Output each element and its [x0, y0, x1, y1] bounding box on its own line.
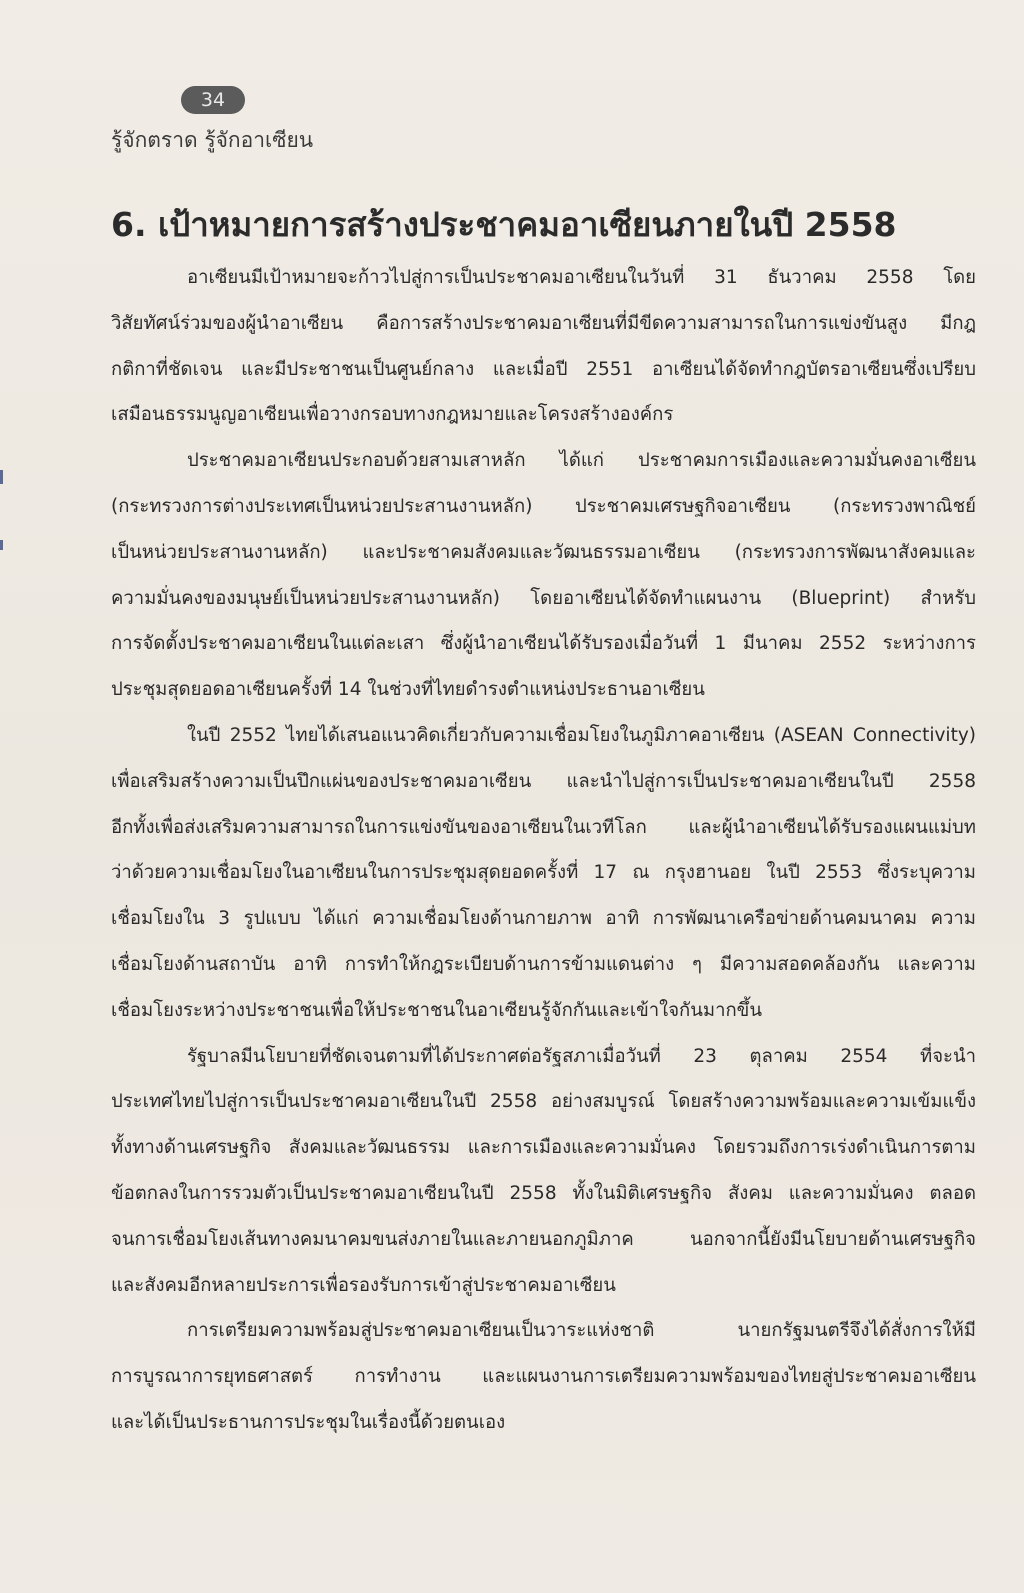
paragraph-line: (กระทรวงการต่างประเทศเป็นหน่วยประสานงานหลัก) ประชาคมเศรษฐกิจอาเซียน (กระทรวงพาณิชย์: [111, 495, 976, 517]
paragraph-line: ประเทศไทยไปสู่การเป็นประชาคมอาเซียนในปี 2558 อย่างสมบูรณ์ โดยสร้างความพร้อมและความเข้มแข็ง: [111, 1091, 976, 1113]
paragraph-line: การบูรณาการยุทธศาสตร์ การทำงาน และแผนงานการเตรียมความพร้อมของไทยสู่ประชาคมอาเซียน: [111, 1366, 976, 1388]
paragraph-line: วิสัยทัศน์ร่วมของผู้นำอาเซียน คือการสร้างประชาคมอาเซียนที่มีขีดความสามารถในการแข่งขันสูง มีกฎ: [111, 312, 976, 334]
paragraph-line: และสังคมอีกหลายประการเพื่อรองรับการเข้าสู่ประชาคมอาเซียน: [111, 1274, 616, 1296]
paragraph-line: การจัดตั้งประชาคมอาเซียนในแต่ละเสา ซึ่งผู้นำอาเซียนได้รับรองเมื่อวันที่ 1 มีนาคม 2552 ระหว่างการ: [111, 633, 976, 655]
running-header: รู้จักตราด รู้จักอาเซียน: [111, 128, 314, 152]
paragraph-line: เพื่อเสริมสร้างความเป็นปึกแผ่นของประชาคมอาเซียน และนำไปสู่การเป็นประชาคมอาเซียนในปี 2558: [111, 770, 976, 792]
paragraph-line: ประชุมสุดยอดอาเซียนครั้งที่ 14 ในช่วงที่ไทยดำรงตำแหน่งประธานอาเซียน: [111, 679, 705, 701]
paragraph-line: เชื่อมโยงระหว่างประชาชนเพื่อให้ประชาชนในอาเซียนรู้จักกันและเข้าใจกันมากขึ้น: [111, 999, 762, 1021]
paragraph-line: อาเซียนมีเป้าหมายจะก้าวไปสู่การเป็นประชาคมอาเซียนในวันที่ 31 ธันวาคม 2558 โดย: [187, 267, 976, 288]
paragraph-line: เสมือนธรรมนูญอาเซียนเพื่อวางกรอบทางกฎหมายและโครงสร้างองค์กร: [111, 404, 674, 426]
paragraph-line: ว่าด้วยความเชื่อมโยงในอาเซียนในการประชุมสุดยอดครั้งที่ 17 ณ กรุงฮานอย ในปี 2553 ซึ่งระบุความ: [111, 862, 976, 884]
paragraph-line: จนการเชื่อมโยงเส้นทางคมนาคมขนส่งภายในและภายนอกภูมิภาค นอกจากนี้ยังมีนโยบายด้านเศรษฐกิจ: [111, 1228, 976, 1250]
paragraph-line: รัฐบาลมีนโยบายที่ชัดเจนตามที่ได้ประกาศต่อรัฐสภาเมื่อวันที่ 23 ตุลาคม 2554 ที่จะนำ: [187, 1045, 976, 1067]
page-edge-mark: [0, 470, 3, 484]
page-edge-mark: [0, 540, 3, 550]
paragraph-line: กติกาที่ชัดเจน และมีประชาชนเป็นศูนย์กลาง และเมื่อปี 2551 อาเซียนได้จัดทำกฎบัตรอาเซียนซึ่งเปรียบ: [111, 358, 976, 380]
paragraph-line: ความมั่นคงของมนุษย์เป็นหน่วยประสานงานหลัก) โดยอาเซียนได้จัดทำแผนงาน (Blueprint) สำหรับ: [111, 587, 976, 609]
paragraph-line: ทั้งทางด้านเศรษฐกิจ สังคมและวัฒนธรรม และการเมืองและความมั่นคง โดยรวมถึงการเร่งดำเนินการตาม: [111, 1137, 976, 1159]
paragraph-line: และได้เป็นประธานการประชุมในเรื่องนี้ด้วยตนเอง: [111, 1411, 506, 1433]
paragraph-line: ข้อตกลงในการรวมตัวเป็นประชาคมอาเซียนในปี 2558 ทั้งในมิติเศรษฐกิจ สังคม และความมั่นคง ตลอด: [111, 1182, 976, 1204]
body-text: [111, 255, 976, 1446]
page-number-badge: 34: [181, 86, 245, 114]
paragraph-line: เชื่อมโยงด้านสถาบัน อาทิ การทำให้กฎระเบียบด้านการข้ามแดนต่าง ๆ มีความสอดคล้องกัน และความ: [111, 953, 976, 975]
paragraph-line: ในปี 2552 ไทยได้เสนอแนวคิดเกี่ยวกับความเชื่อมโยงในภูมิภาคอาเซียน (ASEAN Connectivity): [187, 724, 976, 746]
paragraph-line: เชื่อมโยงใน 3 รูปแบบ ได้แก่ ความเชื่อมโยงด้านกายภาพ อาทิ การพัฒนาเครือข่ายด้านคมนาคม ความ: [111, 908, 976, 930]
paragraph-line: เป็นหน่วยประสานงานหลัก) และประชาคมสังคมและวัฒนธรรมอาเซียน (กระทรวงการพัฒนาสังคมและ: [111, 541, 976, 563]
paragraph-line: การเตรียมความพร้อมสู่ประชาคมอาเซียนเป็นวาระแห่งชาติ นายกรัฐมนตรีจึงได้สั่งการให้มี: [187, 1320, 976, 1342]
section-title: 6. เป้าหมายการสร้างประชาคมอาเซียนภายในปี 2558: [111, 205, 897, 244]
paragraph-line: อีกทั้งเพื่อส่งเสริมความสามารถในการแข่งขันของอาเซียนในเวทีโลก และผู้นำอาเซียนได้รับรองแผนแม่บท: [111, 816, 976, 838]
paragraph-line: ประชาคมอาเซียนประกอบด้วยสามเสาหลัก ได้แก่ ประชาคมการเมืองและความมั่นคงอาเซียน: [187, 450, 976, 472]
